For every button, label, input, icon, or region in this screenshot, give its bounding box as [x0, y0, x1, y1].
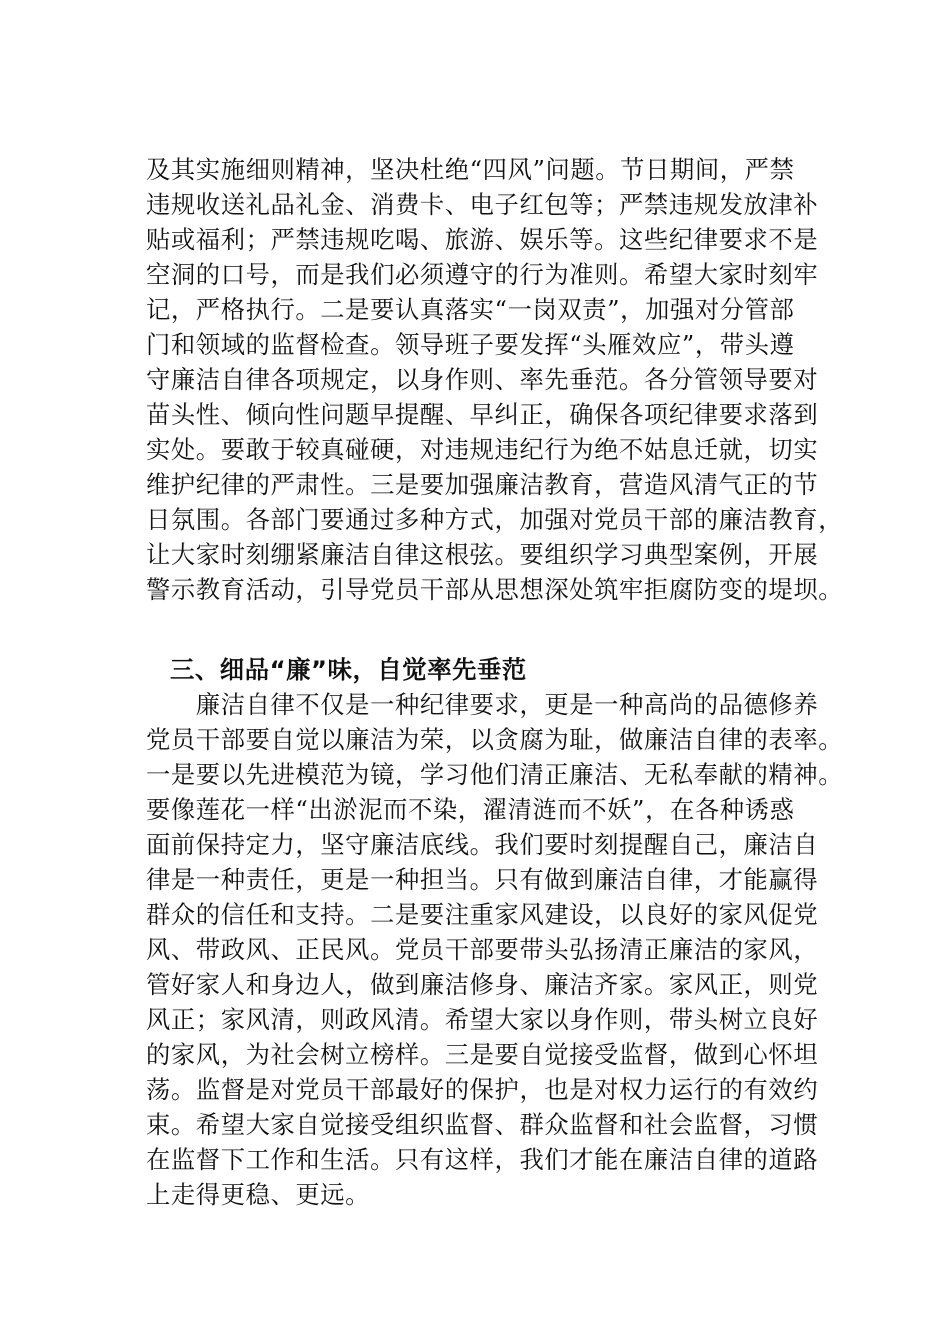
text-line: 让大家时刻绷紧廉洁自律这根弦。要组织学习典型案例，开展: [146, 540, 819, 569]
text-line: 上走得更稳、更远。: [146, 1180, 371, 1209]
text-line: 廉洁自律不仅是一种纪律要求，更是一种高尚的品德修养: [146, 690, 819, 719]
text-line: 记，严格执行。二是要认真落实“一岗双责”，加强对分管部: [146, 295, 795, 324]
document-body: [146, 152, 846, 1212]
section-3: [146, 649, 846, 1212]
text-line: 的家风，为社会树立榜样。三是要自觉接受监督，做到心怀坦: [146, 1040, 819, 1069]
text-line: 律是一种责任，更是一种担当。只有做到廉洁自律，才能赢得: [146, 865, 819, 894]
text-line: 实处。要敢于较真碰硬，对违规违纪行为绝不姑息迁就，切实: [146, 435, 819, 464]
text-line: 面前保持定力，坚守廉洁底线。我们要时刻提醒自己，廉洁自: [146, 830, 819, 859]
text-line: 风、带政风、正民风。党员干部要带头弘扬清正廉洁的家风，: [146, 935, 819, 964]
text-line: 日氛围。各部门要通过多种方式，加强对党员干部的廉洁教育，: [146, 505, 844, 534]
text-line: 风正；家风清，则政风清。希望大家以身作则，带头树立良好: [146, 1005, 819, 1034]
text-line: 空洞的口号，而是我们必须遵守的行为准则。希望大家时刻牢: [146, 260, 819, 289]
paragraph-1: [146, 152, 846, 607]
text-line: 及其实施细则精神，坚决杜绝“四风”问题。节日期间，严禁: [146, 155, 795, 184]
text-line: 苗头性、倾向性问题早提醒、早纠正，确保各项纪律要求落到: [146, 400, 819, 429]
text-line: 违规收送礼品礼金、消费卡、电子红包等；严禁违规发放津补: [146, 190, 819, 219]
text-line: 党员干部要自觉以廉洁为荣，以贪腐为耻，做廉洁自律的表率。: [146, 725, 844, 754]
text-line: 贴或福利；严禁违规吃喝、旅游、娱乐等。这些纪律要求不是: [146, 225, 819, 254]
text-line: 守廉洁自律各项规定，以身作则、率先垂范。各分管领导要对: [146, 365, 819, 394]
text-line: 门和领域的监督检查。领导班子要发挥“头雁效应”，带头遵: [146, 330, 795, 359]
text-line: 束。希望大家自觉接受组织监督、群众监督和社会监督，习惯: [146, 1110, 819, 1139]
text-line: 要像莲花一样“出淤泥而不染，濯清涟而不妖”，在各种诱惑: [146, 795, 795, 824]
text-line: 管好家人和身边人，做到廉洁修身、廉洁齐家。家风正，则党: [146, 970, 819, 999]
section-heading: 三、细品“廉”味，自觉率先垂范: [170, 655, 527, 684]
text-line: 群众的信任和支持。二是要注重家风建设，以良好的家风促党: [146, 900, 819, 929]
text-line: 在监督下工作和生活。只有这样，我们才能在廉洁自律的道路: [146, 1145, 819, 1174]
text-line: 一是要以先进模范为镜，学习他们清正廉洁、无私奉献的精神。: [146, 760, 844, 789]
text-line: 荡。监督是对党员干部最好的保护，也是对权力运行的有效约: [146, 1075, 819, 1104]
text-line: 警示教育活动，引导党员干部从思想深处筑牢拒腐防变的堤坝。: [146, 575, 844, 604]
paragraph-spacer: [146, 607, 846, 649]
text-line: 维护纪律的严肃性。三是要加强廉洁教育，营造风清气正的节: [146, 470, 819, 499]
